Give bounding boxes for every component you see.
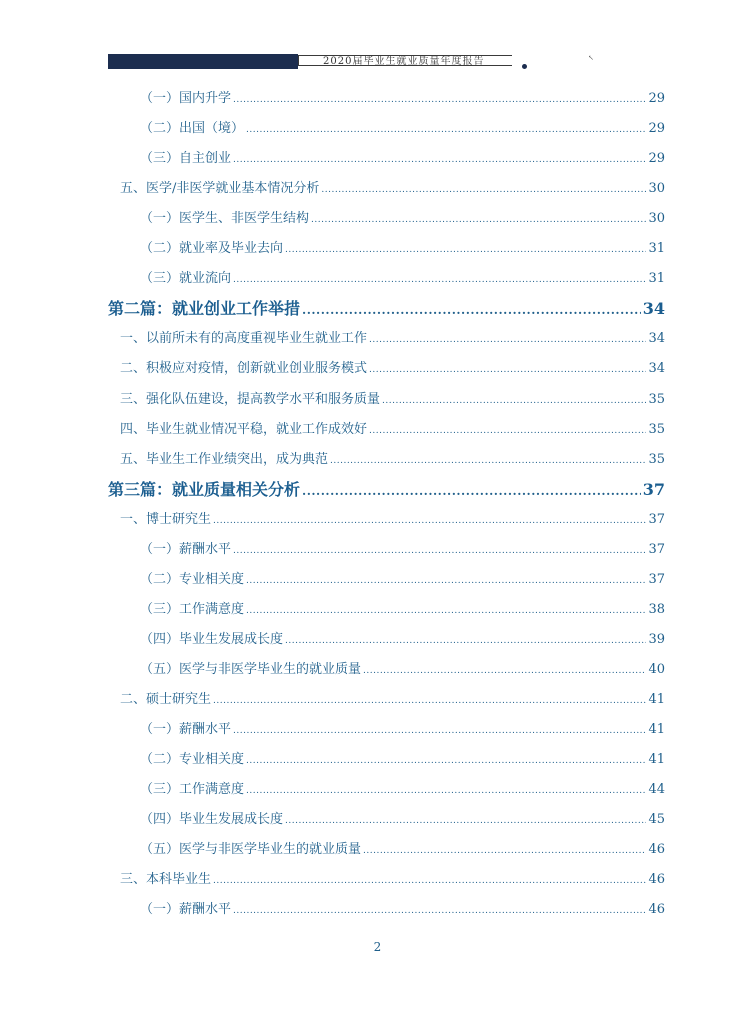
- toc-entry[interactable]: [140, 568, 665, 592]
- toc-entry[interactable]: [120, 388, 665, 412]
- toc-entry-page: 29: [648, 91, 665, 106]
- toc-entry-page: 35: [648, 451, 665, 467]
- toc-entry-page: 40: [648, 661, 665, 677]
- toc-leader-dots: [302, 478, 641, 503]
- toc-entry-page: 46: [648, 872, 665, 888]
- toc-entry[interactable]: [140, 778, 665, 802]
- toc-entry-label: 二、硕士研究生: [120, 692, 212, 707]
- toc-entry[interactable]: [140, 207, 665, 231]
- header-color-bar: [108, 54, 298, 69]
- toc-entry[interactable]: [140, 237, 665, 261]
- toc-entry-label: （一）医学生、非医学生结构: [140, 211, 310, 227]
- toc-entry[interactable]: [120, 868, 665, 892]
- toc-entry-page: 41: [648, 752, 665, 768]
- toc-leader-dots: [213, 688, 646, 713]
- toc-entry-page: 37: [648, 571, 665, 587]
- toc-leader-dots: [321, 177, 646, 202]
- toc-leader-dots: [213, 508, 646, 533]
- toc-entry-label: （二）专业相关度: [140, 752, 245, 768]
- toc-entry[interactable]: [140, 87, 665, 111]
- corner-mark-icon: ↖: [588, 54, 594, 62]
- toc-entry-label: 二、积极应对疫情，创新就业创业服务模式: [120, 361, 368, 377]
- toc-entry-page: 35: [648, 391, 665, 407]
- toc-leader-dots: [246, 598, 646, 623]
- toc-entry-page: 29: [648, 151, 665, 167]
- toc-leader-dots: [233, 898, 646, 923]
- toc-entry-label: （三）工作满意度: [140, 782, 245, 798]
- toc-leader-dots: [246, 778, 646, 803]
- toc-entry-label: 一、以前所未有的高度重视毕业生就业工作: [120, 331, 368, 347]
- toc-entry[interactable]: [120, 177, 665, 201]
- toc-entry-page: 37: [642, 479, 665, 499]
- toc-entry[interactable]: [140, 598, 665, 622]
- toc-leader-dots: [233, 267, 646, 292]
- toc-entry[interactable]: [140, 658, 665, 682]
- toc-entry-label: （二）出国（境）: [140, 121, 245, 137]
- toc-leader-dots: [213, 868, 646, 893]
- toc-entry-label: （四）毕业生发展成长度: [140, 812, 284, 828]
- toc-entry-label: （二）就业率及毕业去向: [140, 241, 284, 257]
- toc-entry[interactable]: [140, 808, 665, 832]
- toc-leader-dots: [285, 237, 646, 262]
- toc-entry-label: （三）工作满意度: [140, 601, 245, 617]
- toc-entry-page: 45: [648, 812, 665, 828]
- toc-leader-dots: [330, 448, 646, 473]
- toc-entry[interactable]: [140, 718, 665, 742]
- toc-entry[interactable]: [120, 357, 665, 381]
- toc-entry-label: （四）毕业生发展成长度: [140, 631, 284, 647]
- toc-leader-dots: [302, 297, 641, 322]
- toc-entry-label: （一）国内升学: [140, 91, 232, 106]
- toc-entry-page: 34: [642, 299, 665, 319]
- toc-entry-label: （五）医学与非医学毕业生的就业质量: [140, 661, 362, 677]
- toc-entry[interactable]: [120, 418, 665, 442]
- toc-entry-label: （三）自主创业: [140, 151, 232, 167]
- toc-entry-page: 37: [648, 541, 665, 557]
- toc-entry[interactable]: [120, 327, 665, 351]
- toc-leader-dots: [246, 568, 646, 593]
- page-number: 2: [373, 940, 382, 954]
- toc-entry-page: 30: [648, 181, 665, 197]
- toc-entry-label: 五、毕业生工作业绩突出，成为典范: [120, 451, 329, 467]
- toc-entry-page: 41: [648, 722, 665, 738]
- toc-entry[interactable]: [140, 838, 665, 862]
- toc-entry[interactable]: [140, 147, 665, 171]
- toc-entry-label: 三、本科毕业生: [120, 872, 212, 888]
- toc-entry-page: 29: [648, 121, 665, 137]
- toc-leader-dots: [369, 327, 646, 352]
- toc-entry-label: 四、毕业生就业情况平稳，就业工作成效好: [120, 421, 368, 437]
- toc-entry-page: 34: [648, 331, 665, 347]
- toc-leader-dots: [246, 117, 646, 142]
- toc-entry[interactable]: [140, 748, 665, 772]
- toc-entry-page: 46: [648, 842, 665, 858]
- toc-part-heading[interactable]: [108, 478, 665, 502]
- toc-leader-dots: [363, 658, 646, 683]
- toc-part-heading[interactable]: [108, 297, 665, 321]
- toc-entry-label: 第二篇：就业创业工作举措: [108, 299, 301, 319]
- toc-entry-label: （一）薪酬水平: [140, 902, 232, 918]
- header-title: 2020届毕业生就业质量年度报告: [298, 55, 512, 66]
- toc-entry-label: 一、博士研究生: [120, 511, 212, 527]
- toc-entry-label: 第三篇：就业质量相关分析: [108, 479, 301, 499]
- toc-entry-page: 37: [648, 511, 665, 527]
- toc-entry-label: 三、强化队伍建设，提高教学水平和服务质量: [120, 391, 381, 407]
- toc-leader-dots: [363, 838, 646, 863]
- toc-entry-page: 39: [648, 631, 665, 647]
- toc-leader-dots: [369, 357, 646, 382]
- toc-leader-dots: [311, 207, 646, 232]
- toc-leader-dots: [382, 388, 646, 413]
- toc-entry[interactable]: [120, 508, 665, 532]
- toc-entry-label: （五）医学与非医学毕业生的就业质量: [140, 842, 362, 858]
- toc-leader-dots: [233, 147, 646, 172]
- toc-entry-label: （二）专业相关度: [140, 571, 245, 587]
- toc-leader-dots: [246, 748, 646, 773]
- toc-entry-page: 35: [648, 421, 665, 437]
- toc-leader-dots: [369, 418, 646, 443]
- header-dot-decoration: [522, 64, 527, 69]
- toc-entry-page: 31: [648, 271, 665, 287]
- toc-entry[interactable]: [140, 117, 665, 141]
- toc-entry-label: 五、医学/非医学就业基本情况分析: [120, 181, 320, 197]
- toc-entry-label: （一）薪酬水平: [140, 541, 232, 557]
- toc-entry[interactable]: [140, 267, 665, 291]
- toc-leader-dots: [233, 87, 646, 112]
- toc-entry[interactable]: [140, 628, 665, 652]
- toc-leader-dots: [285, 628, 646, 653]
- toc-entry[interactable]: [120, 448, 665, 472]
- toc-entry[interactable]: [140, 898, 665, 922]
- toc-entry-page: 44: [648, 782, 665, 798]
- toc-leader-dots: [233, 538, 646, 563]
- toc-entry-page: 46: [648, 902, 665, 918]
- toc-entry-page: 41: [648, 692, 665, 707]
- toc-entry-page: 38: [648, 601, 665, 617]
- toc-entry-label: （三）就业流向: [140, 271, 232, 287]
- toc-entry-page: 30: [648, 211, 665, 227]
- toc-entry-page: 34: [648, 361, 665, 377]
- toc-entry-page: 31: [648, 241, 665, 257]
- toc-entry-label: （一）薪酬水平: [140, 722, 232, 738]
- toc-leader-dots: [285, 808, 646, 833]
- toc-entry[interactable]: [120, 688, 665, 712]
- toc-leader-dots: [233, 718, 646, 743]
- toc-entry[interactable]: [140, 538, 665, 562]
